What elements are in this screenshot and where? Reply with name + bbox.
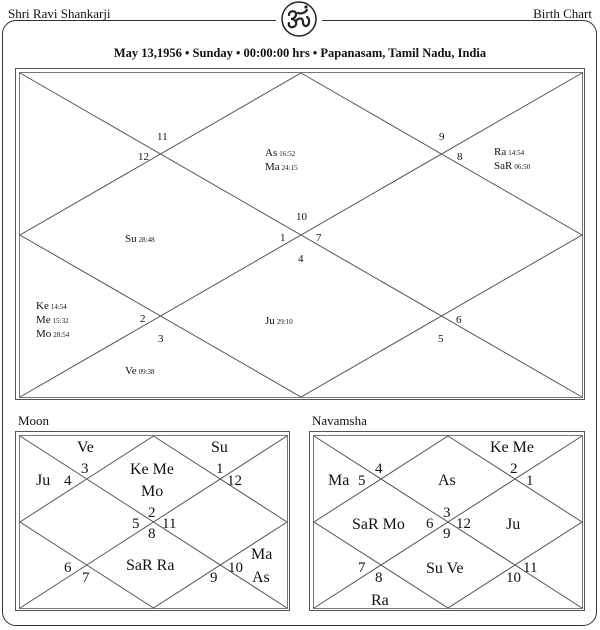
planets-house-2	[36, 300, 69, 342]
moon-chart-title: Moon	[18, 413, 50, 428]
planet-degree: 09:38	[138, 368, 155, 376]
house-number: 9	[210, 570, 218, 586]
navamsha-chart	[309, 431, 585, 611]
planets-house-8	[494, 146, 530, 174]
planet-label: Ma	[328, 472, 350, 489]
planets-house-3	[125, 365, 155, 379]
planet-label: As	[438, 472, 456, 489]
planet-name: Me	[36, 314, 51, 326]
planet-entry	[494, 160, 530, 174]
planet-label: Ve	[77, 439, 94, 456]
house-number: 3	[443, 505, 451, 521]
house-number: 9	[439, 131, 445, 143]
moon-chart	[15, 431, 290, 611]
planet-label: Ma	[251, 546, 273, 563]
planet-label: SaR Mo	[352, 516, 405, 533]
house-number: 6	[456, 314, 462, 326]
house-number: 12	[227, 473, 242, 489]
house-number: 9	[443, 526, 451, 542]
house-number: 5	[132, 516, 140, 532]
house-number: 11	[162, 516, 177, 532]
house-number: 7	[316, 232, 322, 244]
planet-entry	[265, 161, 298, 175]
planets-house-10	[125, 233, 155, 247]
planet-name: Ju	[265, 315, 275, 327]
house-number: 7	[358, 560, 366, 576]
house-number: 6	[64, 560, 72, 576]
planet-name: Mo	[36, 328, 52, 340]
planet-label: Su	[211, 439, 228, 456]
house-number: 10	[296, 211, 307, 223]
house-number: 1	[280, 232, 286, 244]
planet-entry	[125, 365, 155, 379]
planet-label: Ra	[371, 592, 389, 609]
planets-house-1	[265, 147, 298, 175]
planet-entry	[36, 300, 69, 314]
house-number: 10	[228, 560, 243, 576]
planet-label: Mo	[141, 483, 164, 500]
rasi-chart	[15, 68, 585, 400]
house-number: 3	[81, 461, 89, 477]
rasi-chart-lines	[16, 69, 586, 401]
planets-house-4	[265, 315, 293, 329]
navamsha-chart-title: Navamsha	[312, 413, 367, 428]
house-number: 3	[158, 333, 164, 345]
house-number: 2	[510, 461, 518, 477]
planet-label: Ke Me	[130, 461, 174, 478]
planet-degree: 15:32	[52, 317, 69, 325]
planet-degree: 16:52	[279, 150, 296, 158]
house-number: 12	[138, 151, 149, 163]
house-number: 8	[457, 151, 463, 163]
planet-degree: 14:54	[508, 149, 525, 157]
planet-name: Su	[125, 233, 137, 245]
planet-label: Su Ve	[426, 560, 464, 577]
house-number: 2	[148, 505, 156, 521]
planet-label: Ke Me	[490, 439, 534, 456]
planet-entry	[36, 328, 69, 342]
house-number: 5	[358, 473, 366, 489]
planet-degree: 28:48	[138, 236, 155, 244]
house-number: 8	[375, 570, 383, 586]
house-number: 4	[375, 461, 383, 477]
planet-entry	[265, 147, 298, 161]
planet-degree: 24:15	[281, 164, 298, 172]
house-number: 10	[506, 570, 521, 586]
house-number: 5	[438, 333, 444, 345]
planet-label: SaR Ra	[126, 557, 175, 574]
planet-entry	[125, 233, 155, 247]
moon-chart-lines	[16, 432, 291, 612]
planet-label: As	[252, 569, 270, 586]
house-number: 2	[140, 313, 146, 325]
house-number: 1	[526, 473, 534, 489]
person-name: Shri Ravi Shankarji	[8, 6, 111, 21]
planet-degree: 29:10	[276, 318, 293, 326]
planet-entry	[265, 315, 293, 329]
planet-degree: 14:54	[50, 303, 67, 311]
birth-details: May 13,1956 • Sunday • 00:00:00 hrs • Papanasam, Tamil Nadu, India	[113, 46, 487, 60]
house-number: 11	[157, 131, 168, 143]
om-icon	[276, 0, 322, 38]
planet-entry	[494, 146, 530, 160]
house-number: 8	[148, 526, 156, 542]
house-number: 6	[426, 516, 434, 532]
planet-entry	[36, 314, 69, 328]
house-number: 11	[523, 560, 538, 576]
planet-name: Ra	[494, 146, 507, 158]
planet-name: SaR	[494, 160, 513, 172]
planet-degree: 28:54	[53, 331, 70, 339]
planet-name: As	[265, 147, 278, 159]
planet-name: Ma	[265, 161, 280, 173]
house-number: 12	[456, 516, 471, 532]
planet-name: Ve	[125, 365, 137, 377]
planet-label: Ju	[506, 516, 521, 533]
house-number: 4	[64, 473, 72, 489]
house-number: 4	[298, 253, 304, 265]
house-number: 1	[216, 461, 224, 477]
chart-kind-title: Birth Chart	[533, 6, 592, 21]
house-number: 7	[82, 570, 90, 586]
planet-label: Ju	[36, 472, 51, 489]
planet-name: Ke	[36, 300, 49, 312]
planet-degree: 06:50	[514, 163, 531, 171]
